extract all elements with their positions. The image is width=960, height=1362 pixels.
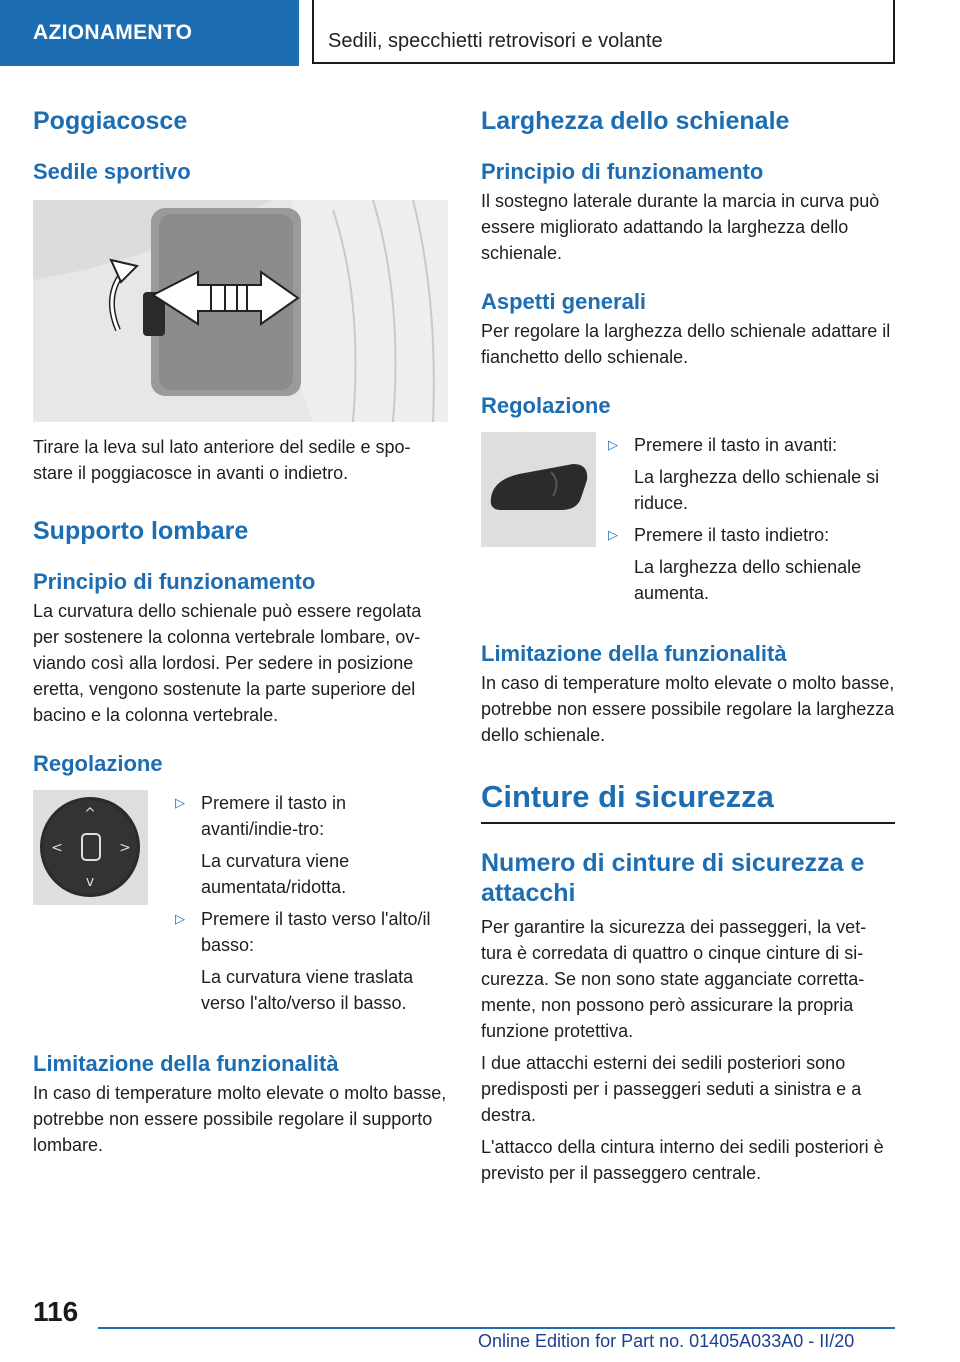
- limitazione-text-left: In caso di temperature molto elevate o molto basse, potrebbe non essere possibile regolare il supporto lombare.: [33, 1083, 447, 1155]
- principio-text-right: Il sostegno laterale durante la marcia in curva può essere migliorato adattando la larghezza dello schienale.: [481, 191, 880, 263]
- heading-larghezza: Larghezza dello schienale: [481, 107, 790, 135]
- numero-text-3: L'attacco della cintura interno dei sedili posteriori è previsto per il passeggero centrale.: [481, 1137, 884, 1183]
- bullet-item: [175, 790, 448, 900]
- lumbar-switch-image: [33, 790, 148, 905]
- bullet-item: [608, 432, 896, 516]
- footer-rule: [98, 1327, 895, 1329]
- heading-limitazione-right: Limitazione della funzionalità: [481, 641, 787, 666]
- width-switch-image: [481, 432, 596, 547]
- heading-aspetti: Aspetti generali: [481, 289, 647, 314]
- svg-text:v: v: [85, 874, 95, 890]
- section-rule: [481, 822, 895, 824]
- triangle-right-icon: ▷: [608, 437, 618, 452]
- limitazione-text-right: In caso di temperature molto elevate o molto basse, potrebbe non essere possibile regolare la larghezza dello schienale.: [481, 673, 895, 745]
- regolazione-left-bullets: [148, 790, 448, 1016]
- bullet-main: Premere il tasto in avanti/indie-tro:: [201, 793, 347, 839]
- page-header: [0, 0, 960, 66]
- seat-illustration: [33, 200, 448, 422]
- heading-principio-left: Principio di funzionamento: [33, 569, 316, 594]
- heading-sedile-sportivo: Sedile sportivo: [33, 159, 191, 184]
- page-number: 116: [33, 1296, 79, 1327]
- lumbar-switch-illustration: [33, 790, 148, 905]
- bullet-item: [608, 522, 896, 606]
- triangle-right-icon: ▷: [175, 911, 185, 926]
- edition-note: Online Edition for Part no. 01405A033A0 - II/20: [478, 1331, 855, 1351]
- bullet-sub: La larghezza dello schienale aumenta.: [634, 557, 862, 603]
- bullet-item: [175, 906, 448, 1016]
- heading-numero-cinture: Numero di cinture di sicurezza e attacchi: [481, 849, 865, 907]
- chapter-title: Sedili, specchietti retrovisori e volante: [312, 0, 895, 64]
- heading-supporto-lombare: Supporto lombare: [33, 517, 249, 545]
- bullet-main: Premere il tasto indietro:: [634, 525, 830, 545]
- heading-regolazione-right: Regolazione: [481, 393, 611, 418]
- section-tab: AZIONAMENTO: [0, 0, 299, 66]
- numero-text-1: Per garantire la sicurezza dei passeggeri, la vet-tura è corredata di quattro o cinque cinture di si-curezza. Se non sono state agganciate corretta-mente, non possono però assicurare la propria funzione protettiva.: [481, 917, 867, 1041]
- bullet-sub: La curvatura viene aumentata/ridotta.: [201, 851, 350, 897]
- svg-text:>: >: [119, 840, 131, 856]
- bullet-main: Premere il tasto in avanti:: [634, 435, 838, 455]
- principio-text-left: La curvatura dello schienale può essere regolata per sostenere la colonna vertebrale lombare, ov-viando così alla lordosi. Per sedere in posizione eretta, vengono sostenute la parte superiore del bacino e la colonna vertebrale.: [33, 601, 422, 725]
- bullet-sub: La curvatura viene traslata verso l'alto/verso il basso.: [201, 967, 414, 1013]
- svg-text:<: <: [51, 840, 63, 856]
- heading-principio-right: Principio di funzionamento: [481, 159, 764, 184]
- svg-text:^: ^: [84, 806, 96, 822]
- bullet-main: Premere il tasto verso l'alto/il basso:: [201, 909, 431, 955]
- bullet-sub: La larghezza dello schienale si riduce.: [634, 467, 880, 513]
- numero-text-2: I due attacchi esterni dei sedili posteriori sono predisposti per i passeggeri seduti a sinistra e a destra.: [481, 1053, 862, 1125]
- aspetti-text: Per regolare la larghezza dello schienale adattare il fianchetto dello schienale.: [481, 321, 891, 367]
- triangle-right-icon: ▷: [608, 527, 618, 542]
- heading-cinture: Cinture di sicurezza: [481, 779, 774, 814]
- width-switch-illustration: [481, 432, 596, 547]
- regolazione-right-bullets: [596, 432, 896, 606]
- heading-limitazione-left: Limitazione della funzionalità: [33, 1051, 339, 1076]
- poggiacosce-text: Tirare la leva sul lato anteriore del sedile e spo-stare il poggiacosce in avanti o indietro.: [33, 437, 411, 483]
- regolazione-left-block: [33, 790, 448, 1016]
- triangle-right-icon: ▷: [175, 795, 185, 810]
- seat-thigh-support-image: [33, 200, 448, 422]
- heading-poggiacosce: Poggiacosce: [33, 107, 188, 135]
- heading-regolazione-left: Regolazione: [33, 751, 163, 776]
- left-column: [33, 96, 448, 1158]
- right-column: [481, 96, 896, 1186]
- regolazione-right-block: [481, 432, 896, 606]
